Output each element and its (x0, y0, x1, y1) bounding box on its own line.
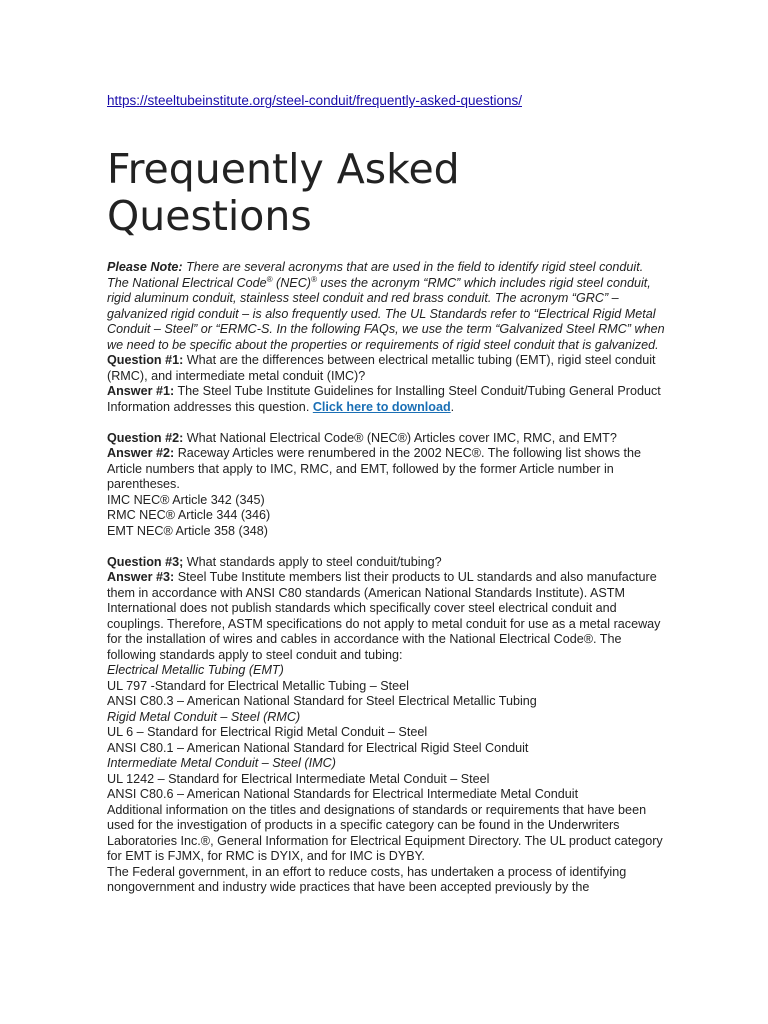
registered-mark: ® (311, 274, 317, 284)
imc-ul-standard: UL 1242 – Standard for Electrical Intermediate Metal Conduit – Steel (107, 771, 490, 786)
note-text-b: (NEC) (276, 275, 311, 290)
question-2-text: What National Electrical Code® (NEC®) Articles cover IMC, RMC, and EMT? (186, 430, 617, 445)
rmc-ansi-standard: ANSI C80.1 – American National Standard for Electrical Rigid Steel Conduit (107, 740, 529, 755)
emt-heading: Electrical Metallic Tubing (EMT) (107, 663, 284, 677)
question-3-label: Question #3; (107, 554, 184, 569)
document-body (107, 260, 667, 896)
article-line-imc: IMC NEC® Article 342 (345) (107, 492, 265, 507)
note-text-a: There are several acronyms that are used in the field to identify rigid steel conduit. The National Electrical Code (107, 260, 644, 290)
answer-3-text: Steel Tube Institute members list their products to UL standards and also manufacture them in accordance with ANSI C80 standards (American National Standards Institute). ASTM International does not publish standards which specifically cover steel electrical conduit and couplings. Therefore, ASTM specifications do not apply to metal conduit for use as a metal raceway for the installation of wires and cables in accordance with the National Electrical Code®. The following standards apply to steel conduit and tubing: (107, 570, 661, 662)
registered-mark: ® (266, 274, 273, 284)
answer-1 (107, 384, 667, 415)
question-3-text: What standards apply to steel conduit/tubing? (186, 554, 442, 569)
imc-ansi-standard: ANSI C80.6 – American National Standards for Electrical Intermediate Metal Conduit (107, 787, 579, 801)
article-line-emt: EMT NEC® Article 358 (348) (107, 523, 268, 538)
note-text-c: uses the acronym “RMC” which includes rigid steel conduit, rigid aluminum conduit, stainless steel conduit and red brass conduit. The acronym “GRC” – galvanized rigid conduit – is also frequently used. The UL Standards refer to “Electrical Rigid Metal Conduit – Steel” or “ERMC-S. In the following FAQs, we use the term “Galvanized Steel RMC” when we need to be specific about the properties or requirements of rigid steel conduit that is galvanized. (107, 275, 665, 352)
spacer (107, 539, 667, 555)
answer-2-label: Answer #2: (107, 446, 175, 460)
answer-1-label: Answer #1: (107, 384, 175, 398)
question-1-text: What are the differences between electrical metallic tubing (EMT), rigid steel conduit (RMC), and intermediate metal conduit (IMC)? (107, 353, 656, 383)
note-paragraph (107, 260, 667, 353)
emt-ansi-standard: ANSI C80.3 – American National Standard for Steel Electrical Metallic Tubing (107, 694, 537, 708)
article-line-rmc: RMC NEC® Article 344 (346) (107, 508, 271, 522)
answer-3-label: Answer #3: (107, 570, 175, 584)
rmc-ul-standard: UL 6 – Standard for Electrical Rigid Metal Conduit – Steel (107, 725, 428, 739)
imc-heading: Intermediate Metal Conduit – Steel (IMC) (107, 756, 336, 770)
emt-ul-standard: UL 797 -Standard for Electrical Metallic Tubing – Steel (107, 678, 409, 693)
answer-2 (107, 446, 667, 493)
spacer (107, 415, 667, 431)
question-1-label: Question #1: (107, 353, 184, 367)
answer-2-text: Raceway Articles were renumbered in the 2002 NEC®. The following list shows the Article numbers that apply to IMC, RMC, and EMT, followed by the former Article number in parentheses. (107, 446, 642, 491)
answer-1-period: . (450, 399, 455, 414)
question-2-label: Question #2: (107, 430, 184, 445)
question-1 (107, 353, 667, 384)
source-url-link[interactable]: https://steeltubeinstitute.org/steel-conduit/frequently-asked-questions/ (107, 93, 522, 108)
rmc-heading: Rigid Metal Conduit – Steel (RMC) (107, 709, 301, 724)
question-3 (107, 555, 667, 571)
question-2 (107, 431, 667, 447)
answer-1-text: The Steel Tube Institute Guidelines for Installing Steel Conduit/Tubing General Product Information addresses this question. (107, 384, 661, 414)
download-link[interactable]: Click here to download (312, 399, 451, 414)
answer-3 (107, 570, 667, 663)
additional-info-paragraph: Additional information on the titles and designations of standards or requirements that have been used for the investigation of products in a specific category can be found in the Underwriters Laboratories Inc.®, General Information for Electrical Equipment Directory. The UL product category for EMT is FJMX, for RMC is DYIX, and for IMC is DYBY. (107, 802, 663, 863)
document-page (107, 92, 667, 896)
federal-paragraph: The Federal government, in an effort to reduce costs, has undertaken a process of identifying nongovernment and industry wide practices that have been accepted previously by the (107, 864, 627, 894)
page-title: Frequently Asked Questions (107, 145, 460, 240)
note-label: Please Note: (107, 260, 183, 274)
